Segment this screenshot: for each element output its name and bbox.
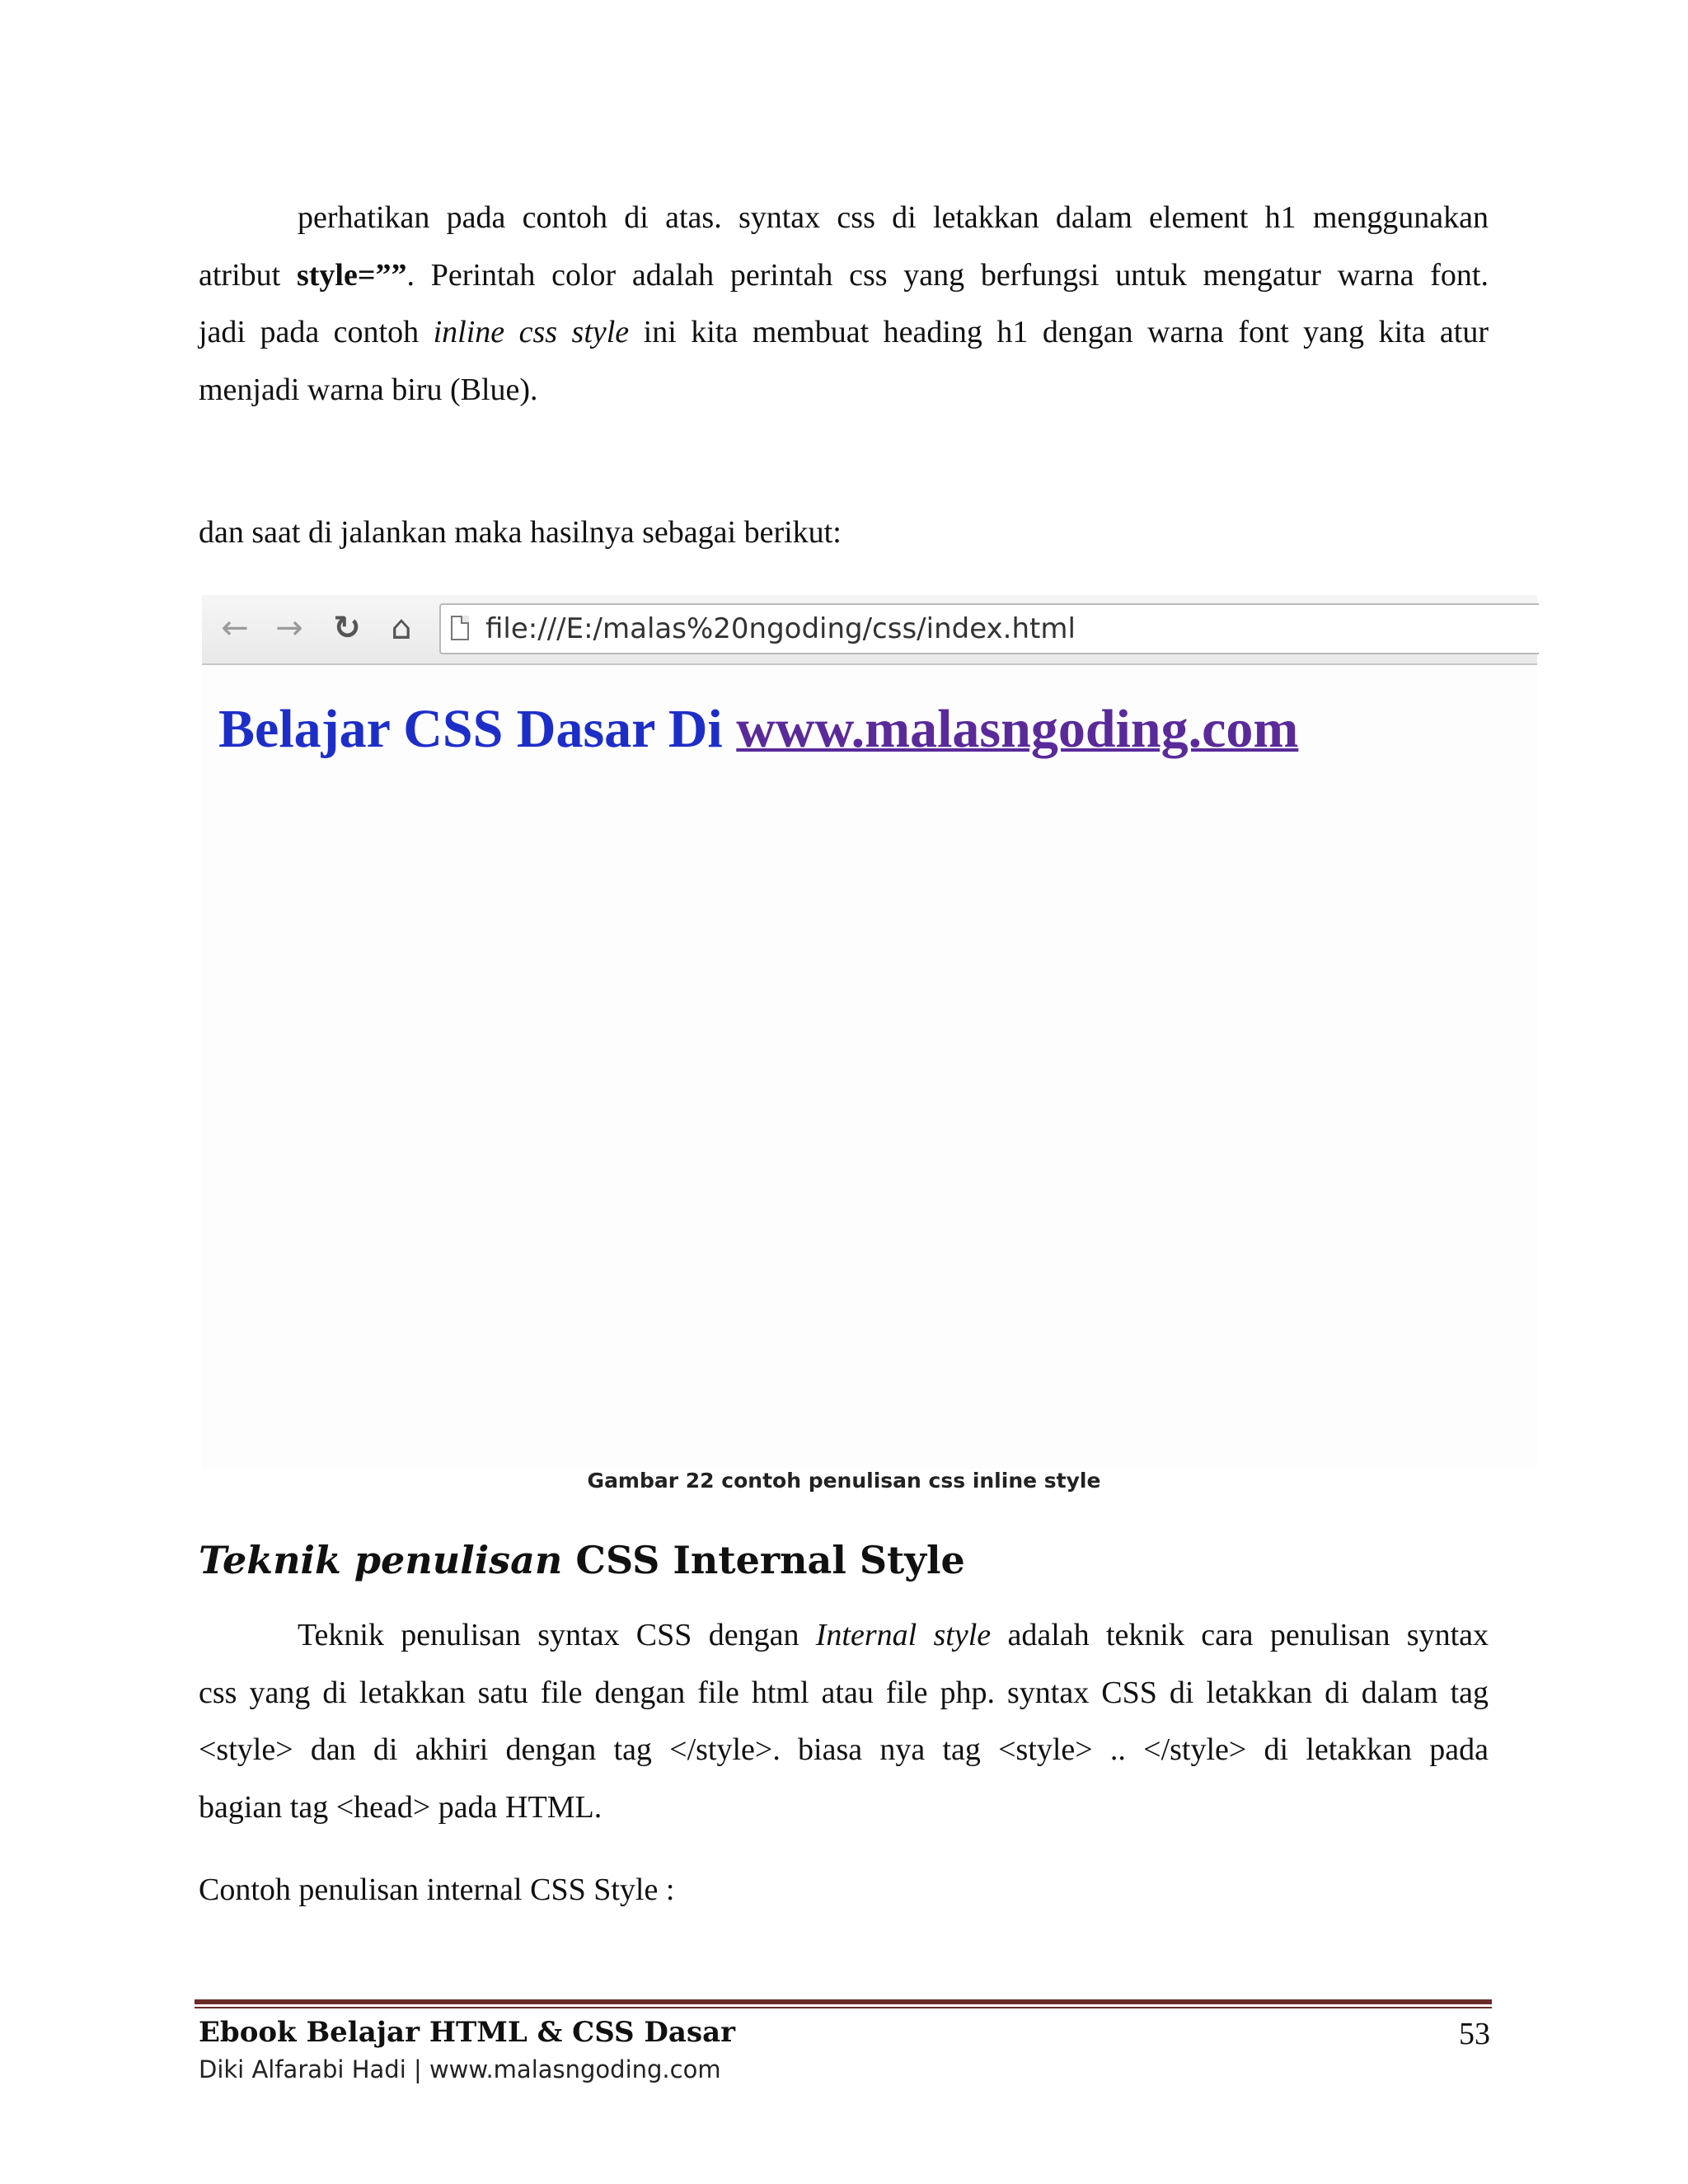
page-number: 53 [1459, 2017, 1490, 2051]
paragraph-line: css yang di letakkan satu file dengan file html atau file php. syntax CSS di letakkan di dalam tag [199, 1675, 1489, 1710]
section-heading [199, 1538, 965, 1583]
heading-link[interactable]: www.malasngoding.com [736, 699, 1299, 759]
paragraph-internal-style [199, 1607, 1489, 1836]
text-run: menjadi warna biru (Blue). [199, 372, 538, 407]
paragraph-inline-explanation [199, 190, 1489, 419]
address-bar[interactable] [439, 603, 1539, 654]
text-run: perhatikan pada contoh di atas. syntax css di letakkan dalam element h1 menggunakan [298, 200, 1489, 235]
text-run: jadi pada contoh [199, 315, 434, 349]
inline-css-style-italic: inline css style [433, 315, 630, 349]
text-run: atribut [199, 257, 297, 293]
footer-rule-thin [195, 2007, 1492, 2008]
paragraph-line [199, 1607, 1489, 1665]
rendered-h1-heading [218, 699, 1299, 759]
address-bar-url[interactable]: file:///E:/malas%20ngoding/css/index.html [485, 612, 1076, 645]
text-run: ini kita membuat heading h1 dengan warna font yang kita atur [629, 315, 1489, 349]
paragraph-line: bagian tag <head> pada HTML. [199, 1789, 603, 1825]
internal-style-italic: Internal style [815, 1618, 992, 1652]
footer-rule [195, 1999, 1492, 2004]
paragraph-line [199, 362, 1489, 419]
back-arrow-icon[interactable]: ← [221, 609, 249, 647]
section-heading-italic: Teknik penulisan [199, 1538, 563, 1582]
browser-screenshot-figure [202, 595, 1537, 1469]
paragraph-line [199, 247, 1489, 305]
paragraph-example-intro: Contoh penulisan internal CSS Style : [199, 1872, 675, 1907]
heading-text: Belajar CSS Dasar Di [218, 699, 737, 759]
style-attribute-bold: style=”” [296, 257, 407, 293]
browser-toolbar [202, 595, 1537, 665]
paragraph-result-intro: dan saat di jalankan maka hasilnya sebagai berikut: [199, 515, 842, 550]
home-icon[interactable]: ⌂ [391, 609, 412, 647]
paragraph-line [199, 304, 1489, 362]
paragraph-line: <style> dan di akhiri dengan tag </style>. biasa nya tag <style> .. </style> di letakkan pada [199, 1732, 1489, 1767]
paragraph-line [199, 190, 1489, 247]
figure-caption: Gambar 22 contoh penulisan css inline style [587, 1469, 1101, 1493]
text-run: . Perintah color adalah perintah css yang berfungsi untuk mengatur warna font. [406, 257, 1489, 293]
footer-author: Diki Alfarabi Hadi | www.malasngoding.com [199, 2055, 721, 2083]
footer-book-title: Ebook Belajar HTML & CSS Dasar [199, 2016, 736, 2049]
reload-icon[interactable]: ↻ [333, 609, 361, 647]
section-heading-regular: CSS Internal Style [562, 1538, 965, 1582]
text-run: Teknik penulisan syntax CSS dengan [298, 1618, 816, 1652]
forward-arrow-icon[interactable]: → [275, 609, 303, 647]
text-run: adalah teknik cara penulisan syntax [991, 1618, 1489, 1652]
page-icon [451, 616, 469, 640]
